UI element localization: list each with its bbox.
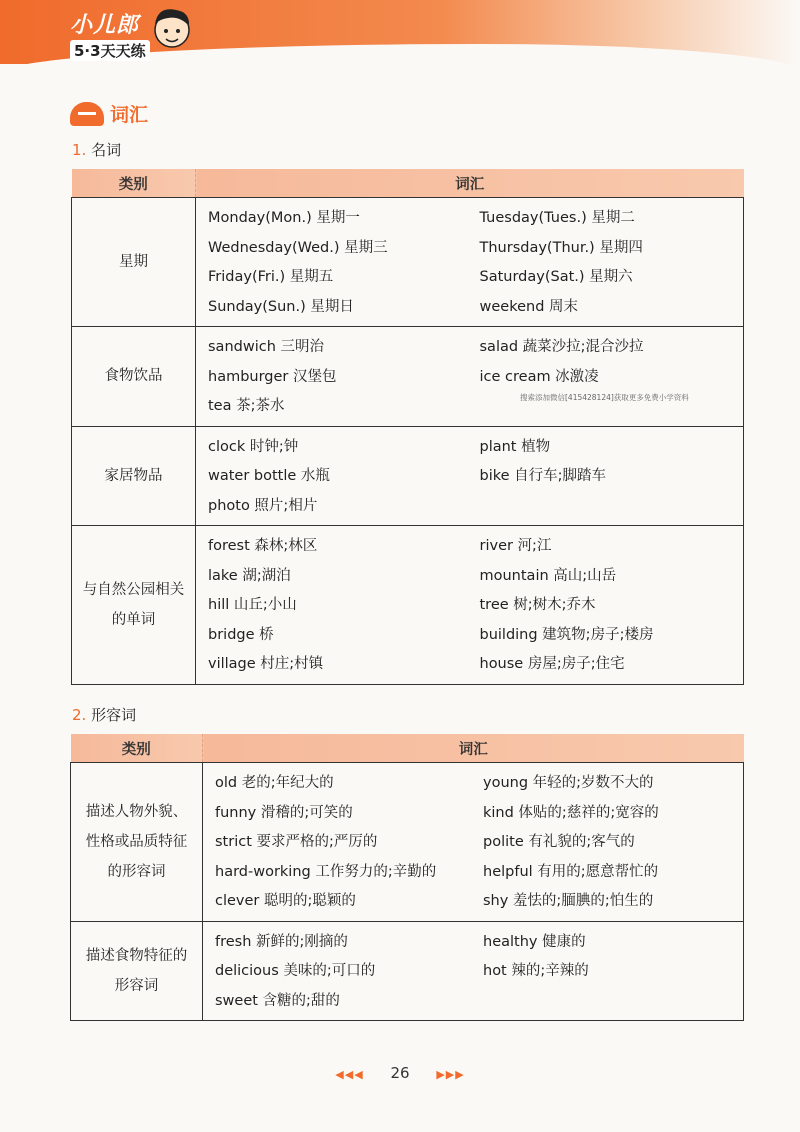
category-cell: 星期: [72, 198, 196, 327]
vocab-entry: delicious 美味的;可口的: [215, 963, 376, 979]
vocab-entry: tree 树;树木;乔木: [479, 597, 596, 613]
next-arrows-icon: ▶▶▶: [436, 1068, 465, 1081]
words-cell: [196, 198, 744, 327]
adjectives-heading-label: 形容词: [91, 706, 137, 724]
vocab-row: [71, 921, 744, 1021]
vocab-entry: weekend 周末: [479, 298, 579, 315]
vocab-entry: tea 茶;茶水: [208, 398, 285, 414]
vocab-entry: hot 辣的;辛辣的: [483, 963, 589, 979]
vocab-entry: lake 湖;湖泊: [208, 567, 291, 584]
vocab-entry: Tuesday(Tues.) 星期二: [479, 210, 635, 226]
vocab-entry: forest 森林;林区: [208, 538, 318, 554]
section-badge-icon: [70, 102, 104, 126]
adjectives-heading: [72, 704, 136, 725]
vocab-entry: clever 聪明的;聪颖的: [215, 893, 356, 909]
words-cell: [196, 426, 744, 526]
vocab-row: [72, 426, 744, 526]
vocab-entry: hill 山丘;小山: [208, 597, 297, 613]
vocab-entry: bridge 桥: [208, 626, 274, 643]
prev-arrows-icon: ◀◀◀: [335, 1068, 364, 1081]
category-cell: 与自然公园相关的单词: [72, 526, 196, 685]
vocab-entry: funny 滑稽的;可笑的: [215, 804, 353, 821]
vocab-entry: Friday(Fri.) 星期五: [208, 269, 334, 285]
brand-subtitle: 5·3天天练: [70, 40, 150, 61]
vocab-entry: plant 植物: [479, 438, 551, 455]
watermark-text: 搜索添加微信[415428124]获取更多免费小学资料: [520, 393, 689, 402]
vocab-entry: hard-working 工作努力的;辛勤的: [215, 863, 437, 880]
nouns-heading-number: 1.: [72, 141, 87, 159]
vocab-entry: Monday(Mon.) 星期一: [208, 210, 360, 226]
nouns-heading: [72, 139, 121, 160]
words-cell: [203, 763, 744, 922]
mascot-icon: [150, 4, 194, 56]
adjectives-heading-number: 2.: [72, 706, 87, 724]
nouns-heading-label: 名词: [91, 141, 122, 159]
col-header-vocab: 词汇: [203, 734, 744, 763]
vocab-entry: salad 蔬菜沙拉;混合沙拉: [479, 339, 644, 355]
category-cell: 描述人物外貌、性格或品质特征的形容词: [71, 763, 203, 922]
vocab-row: [72, 526, 744, 685]
nouns-table-header: [72, 169, 744, 198]
section-title: 词汇: [110, 104, 149, 126]
vocab-entry: building 建筑物;房子;楼房: [479, 626, 654, 643]
vocab-entry: house 房屋;房子;住宅: [479, 656, 625, 672]
vocab-entry: healthy 健康的: [483, 933, 586, 950]
vocab-entry: sweet 含糖的;甜的: [215, 992, 340, 1009]
page-number: 26: [390, 1064, 410, 1082]
nouns-table: [71, 169, 744, 685]
page-footer: [0, 1064, 800, 1082]
vocab-entry: strict 要求严格的;严厉的: [215, 834, 378, 850]
vocab-entry: Sunday(Sun.) 星期日: [208, 298, 354, 315]
vocab-entry: kind 体贴的;慈祥的;宽容的: [483, 804, 659, 821]
brand-logo: [70, 8, 150, 61]
words-cell: [196, 327, 744, 427]
vocab-entry: Thursday(Thur.) 星期四: [479, 239, 643, 256]
vocab-entry: bike 自行车;脚踏车: [479, 468, 607, 484]
vocab-entry: sandwich 三明治: [208, 339, 324, 355]
vocab-entry: polite 有礼貌的;客气的: [483, 834, 635, 850]
vocab-row: [72, 198, 744, 327]
vocab-row: [71, 763, 744, 922]
vocab-entry: old 老的;年纪大的: [215, 775, 334, 791]
brand-title: 小儿郎: [70, 13, 140, 38]
vocab-entry: [473, 987, 743, 1017]
category-cell: 食物饮品: [72, 327, 196, 427]
col-header-category: 类别: [71, 734, 203, 763]
col-header-vocab: 词汇: [196, 169, 744, 198]
vocab-entry: Saturday(Sat.) 星期六: [479, 269, 633, 285]
section-heading: [70, 100, 148, 127]
vocab-entry: shy 羞怯的;腼腆的;怕生的: [483, 893, 654, 909]
vocab-entry: Wednesday(Wed.) 星期三: [208, 239, 388, 256]
vocab-entry: water bottle 水瓶: [208, 468, 330, 484]
vocab-entry: young 年轻的;岁数不大的: [483, 775, 654, 791]
col-header-category: 类别: [72, 169, 196, 198]
adjectives-table: [70, 734, 744, 1021]
category-cell: 描述食物特征的形容词: [71, 921, 203, 1021]
vocab-entry: mountain 高山;山岳: [479, 567, 617, 584]
vocab-entry: village 村庄;村镇: [208, 656, 324, 672]
category-cell: 家居物品: [72, 426, 196, 526]
vocab-entry: river 河;江: [479, 538, 552, 554]
words-cell: [196, 526, 744, 685]
vocab-entry: helpful 有用的;愿意帮忙的: [483, 863, 659, 880]
vocab-entry: fresh 新鲜的;刚摘的: [215, 933, 348, 950]
vocab-entry: [470, 492, 744, 522]
vocab-entry: photo 照片;相片: [208, 497, 318, 514]
vocab-entry: hamburger 汉堡包: [208, 368, 337, 385]
vocab-entry: clock 时钟;钟: [208, 438, 299, 455]
words-cell: [203, 921, 744, 1021]
vocab-row: [72, 327, 744, 427]
vocab-entry: ice cream 冰激凌: [479, 368, 599, 385]
adjectives-table-header: [71, 734, 744, 763]
